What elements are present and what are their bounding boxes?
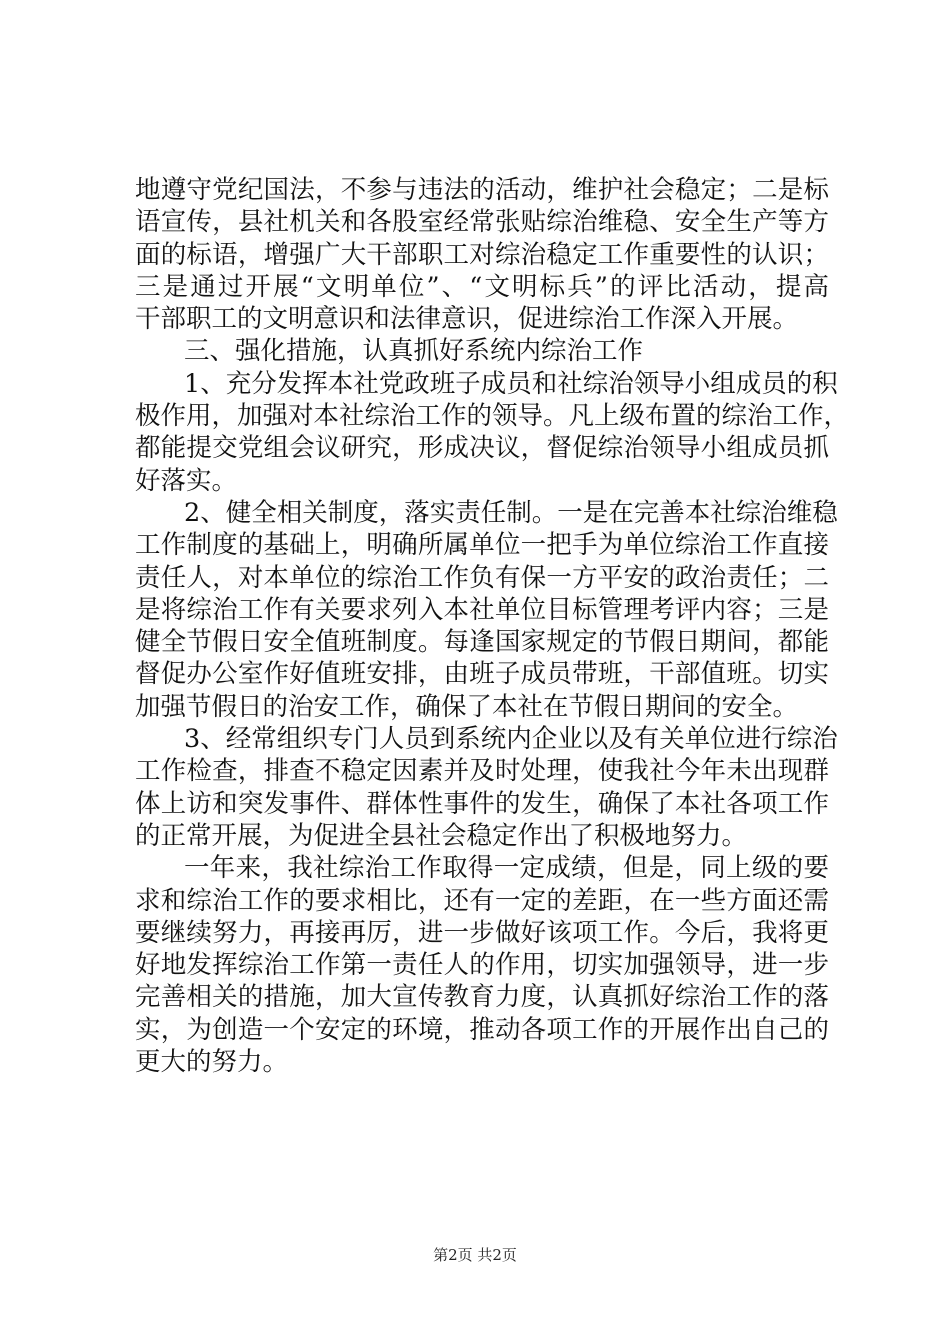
text-line: 都能提交党组会议研究，形成决议，督促综治领导小组成员抓: [135, 433, 829, 464]
text-line: 加强节假日的治安工作，确保了本社在节假日期间的安全。: [135, 691, 799, 722]
text-line: 地遵守党纪国法，不参与违法的活动，维护社会稳定；二是标: [135, 175, 829, 205]
text-line: 好地发挥综治工作第一责任人的作用，切实加强领导，进一步: [135, 950, 829, 981]
text-line: 要继续努力，再接再厉，进一步做好该项工作。今后，我将更: [135, 917, 829, 948]
text-line: 干部职工的文明意识和法律意识，促进综治工作深入开展。: [135, 304, 799, 335]
text-line: 求和综治工作的要求相比，还有一定的差距，在一些方面还需: [135, 885, 829, 916]
text-line: 3、经常组织专门人员到系统内企业以及有关单位进行综治: [184, 724, 838, 755]
text-line: 完善相关的措施，加大宣传教育力度，认真抓好综治工作的落: [135, 982, 829, 1013]
text-line: 三、强化措施，认真抓好系统内综治工作: [184, 336, 644, 367]
text-line: 三是通过开展“文明单位”、“文明标兵”的评比活动，提高: [135, 271, 829, 302]
text-line: 工作检查，排查不稳定因素并及时处理，使我社今年未出现群: [135, 756, 829, 787]
text-line: 面的标语，增强广大干部职工对综治稳定工作重要性的认识；: [135, 239, 829, 270]
text-line: 语宣传，县社机关和各股室经常张贴综治维稳、安全生产等方: [135, 207, 829, 238]
text-line: 督促办公室作好值班安排，由班子成员带班，干部值班。切实: [135, 659, 829, 690]
text-line: 实，为创造一个安定的环境，推动各项工作的开展作出自己的: [135, 1014, 829, 1045]
text-line: 一年来，我社综治工作取得一定成绩，但是，同上级的要: [184, 853, 829, 884]
text-line: 是将综治工作有关要求列入本社单位目标管理考评内容；三是: [135, 594, 829, 625]
text-line: 体上访和突发事件、群体性事件的发生，确保了本社各项工作: [135, 788, 829, 819]
page-number-footer: 第2页 共2页: [433, 1246, 517, 1264]
text-line: 2、健全相关制度，落实责任制。一是在完善本社综治维稳: [184, 497, 838, 528]
text-line: 更大的努力。: [135, 1047, 289, 1078]
text-line: 的正常开展，为促进全县社会稳定作出了积极地努力。: [135, 820, 748, 851]
text-line: 好落实。: [135, 465, 238, 496]
text-line: 健全节假日安全值班制度。每逢国家规定的节假日期间，都能: [135, 627, 829, 658]
text-line: 工作制度的基础上，明确所属单位一把手为单位综治工作直接: [135, 530, 829, 561]
text-line: 1、充分发挥本社党政班子成员和社综治领导小组成员的积: [184, 368, 838, 399]
text-line: 责任人，对本单位的综治工作负有保一方平安的政治责任；二: [135, 562, 829, 593]
document-body: [135, 174, 850, 1078]
text-line: 极作用，加强对本社综治工作的领导。凡上级布置的综治工作，: [135, 401, 850, 432]
